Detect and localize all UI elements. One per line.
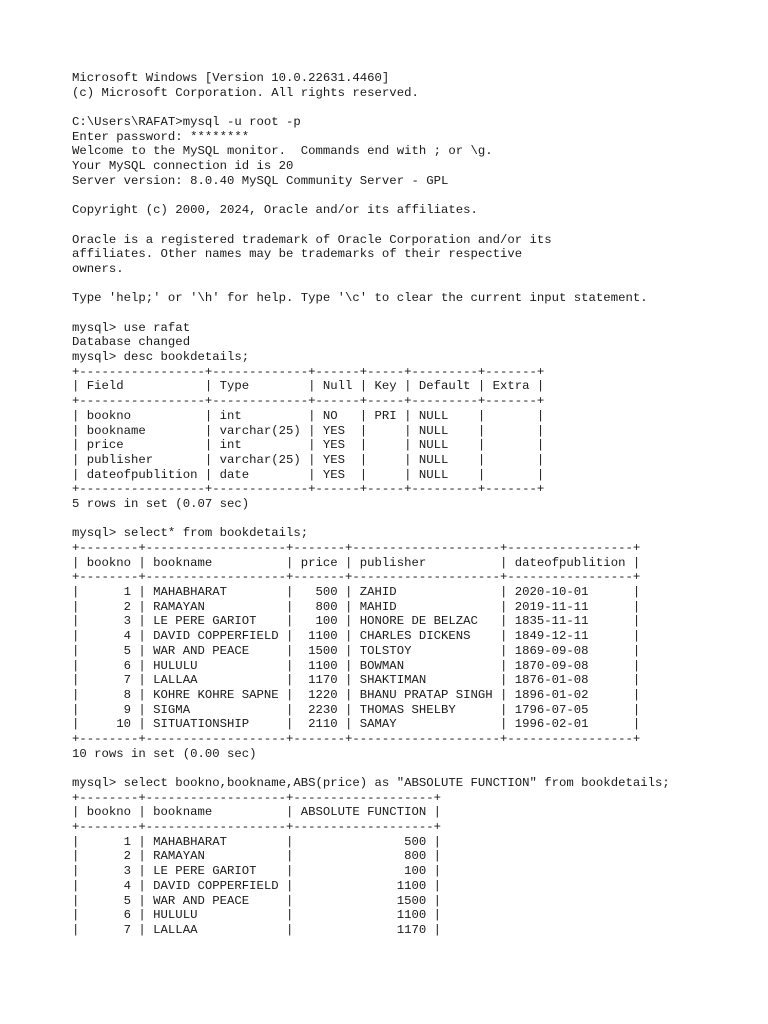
table-row: | 2 | RAMAYAN | 800 | xyxy=(72,849,441,864)
terminal-line: (c) Microsoft Corporation. All rights reserved. xyxy=(72,85,419,100)
terminal-line: Enter password: ******** xyxy=(72,129,250,144)
table-border: +--------+-------------------+-------------------+ xyxy=(72,820,441,835)
terminal-line: 5 rows in set (0.07 sec) xyxy=(72,496,250,511)
table-row: | 10 | SITUATIONSHIP | 2110 | SAMAY | 1996-02-01 | xyxy=(72,717,641,732)
table-row: | 2 | RAMAYAN | 800 | MAHID | 2019-11-11 | xyxy=(72,599,641,614)
table-row: | Field | Type | Null | Key | Default | Extra | xyxy=(72,379,545,394)
command-line: mysql> desc bookdetails; xyxy=(72,350,250,365)
terminal-line: Database changed xyxy=(72,335,191,350)
table-border: +-----------------+-------------+------+-----+---------+-------+ xyxy=(72,482,545,497)
terminal-output xyxy=(72,71,752,938)
terminal-line: Type 'help;' or '\h' for help. Type '\c' to clear the current input statement. xyxy=(72,291,648,306)
command-line: mysql> select* from bookdetails; xyxy=(72,526,309,541)
terminal-line: Copyright (c) 2000, 2024, Oracle and/or its affiliates. xyxy=(72,203,478,218)
terminal-line: Server version: 8.0.40 MySQL Community Server - GPL xyxy=(72,173,449,188)
blank-line xyxy=(72,512,752,527)
terminal-line: affiliates. Other names may be trademarks of their respective xyxy=(72,247,523,262)
blank-line xyxy=(72,218,752,233)
terminal-line: Your MySQL connection id is 20 xyxy=(72,159,294,174)
table-row: | 1 | MAHABHARAT | 500 | ZAHID | 2020-10-01 | xyxy=(72,585,641,600)
blank-line xyxy=(72,306,752,321)
blank-line xyxy=(72,189,752,204)
table-border: +-----------------+-------------+------+-----+---------+-------+ xyxy=(72,394,545,409)
terminal-line: Welcome to the MySQL monitor. Commands end with ; or \g. xyxy=(72,144,493,159)
table-row: | publisher | varchar(25) | YES | | NULL | | xyxy=(72,452,545,467)
table-row: | 3 | LE PERE GARIOT | 100 | xyxy=(72,864,441,879)
table-row: | 3 | LE PERE GARIOT | 100 | HONORE DE BELZAC | 1835-11-11 | xyxy=(72,614,641,629)
table-row: | dateofpublition | date | YES | | NULL | | xyxy=(72,467,545,482)
table-row: | 5 | WAR AND PEACE | 1500 | xyxy=(72,893,441,908)
table-row: | price | int | YES | | NULL | | xyxy=(72,438,545,453)
table-row: | bookno | bookname | ABSOLUTE FUNCTION | xyxy=(72,805,441,820)
table-row: | 7 | LALLAA | 1170 | xyxy=(72,922,441,937)
table-row: | 7 | LALLAA | 1170 | SHAKTIMAN | 1876-01-08 | xyxy=(72,673,641,688)
terminal-line: Oracle is a registered trademark of Oracle Corporation and/or its xyxy=(72,232,552,247)
table-row: | bookname | varchar(25) | YES | | NULL | | xyxy=(72,423,545,438)
table-border: +--------+-------------------+-------+--------------------+-----------------+ xyxy=(72,570,641,585)
table-row: | bookno | int | NO | PRI | NULL | | xyxy=(72,408,545,423)
blank-line xyxy=(72,277,752,292)
terminal-line: 10 rows in set (0.00 sec) xyxy=(72,746,257,761)
table-row: | 4 | DAVID COPPERFIELD | 1100 | CHARLES DICKENS | 1849-12-11 | xyxy=(72,629,641,644)
blank-line xyxy=(72,761,752,776)
command-line: mysql> select bookno,bookname,ABS(price) as "ABSOLUTE FUNCTION" from bookdetails; xyxy=(72,776,670,790)
command-line: mysql> use rafat xyxy=(72,320,191,335)
blank-line xyxy=(72,100,752,115)
table-border: +--------+-------------------+-------------------+ xyxy=(72,790,441,805)
table-border: +--------+-------------------+-------+--------------------+-----------------+ xyxy=(72,541,641,555)
table-border: +-----------------+-------------+------+-----+---------+-------+ xyxy=(72,364,545,379)
terminal-line: Microsoft Windows [Version 10.0.22631.4460] xyxy=(72,71,390,85)
terminal-line: owners. xyxy=(72,261,124,276)
table-row: | bookno | bookname | price | publisher | dateofpublition | xyxy=(72,555,641,570)
terminal-line: C:\Users\RAFAT>mysql -u root -p xyxy=(72,115,301,130)
table-row: | 1 | MAHABHARAT | 500 | xyxy=(72,834,441,849)
table-row: | 5 | WAR AND PEACE | 1500 | TOLSTOY | 1869-09-08 | xyxy=(72,643,641,658)
table-row: | 6 | HULULU | 1100 | BOWMAN | 1870-09-08 | xyxy=(72,658,641,673)
table-border: +--------+-------------------+-------+--------------------+-----------------+ xyxy=(72,731,641,746)
table-row: | 4 | DAVID COPPERFIELD | 1100 | xyxy=(72,878,441,893)
table-row: | 6 | HULULU | 1100 | xyxy=(72,908,441,923)
table-row: | 8 | KOHRE KOHRE SAPNE | 1220 | BHANU PRATAP SINGH | 1896-01-02 | xyxy=(72,687,641,702)
table-row: | 9 | SIGMA | 2230 | THOMAS SHELBY | 1796-07-05 | xyxy=(72,702,641,717)
